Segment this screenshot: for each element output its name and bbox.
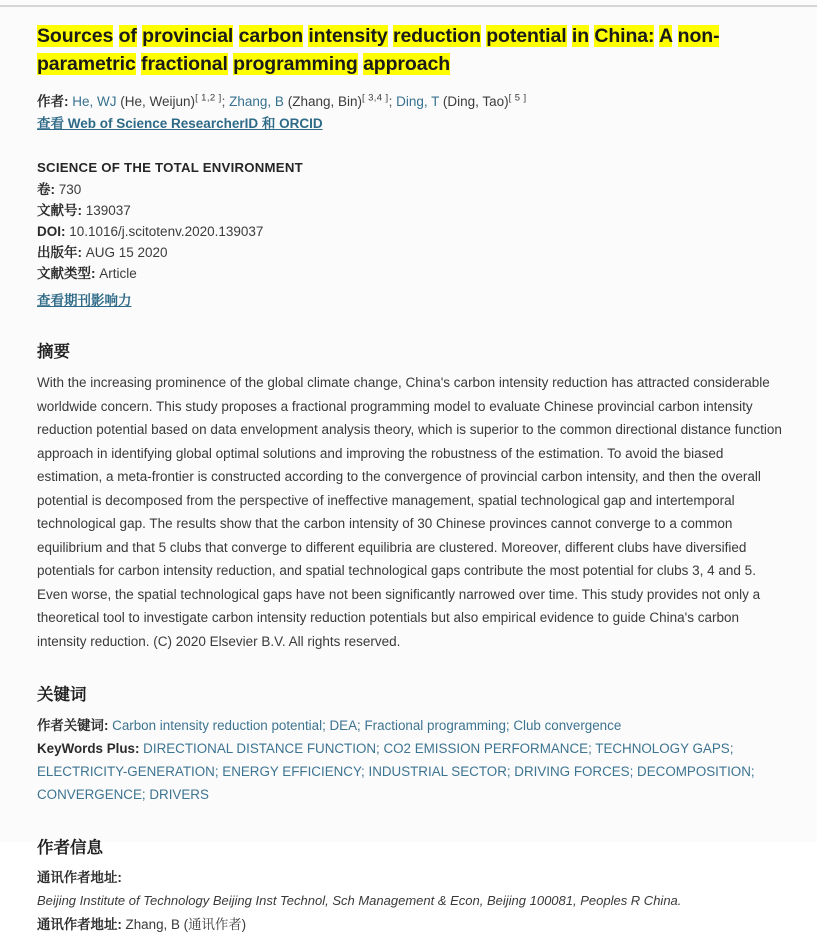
source-field-row (37, 222, 787, 242)
journal-title: SCIENCE OF THE TOTAL ENVIRONMENT (37, 160, 303, 175)
keywords-plus-values[interactable]: DIRECTIONAL DISTANCE FUNCTION; CO2 EMISSION PERFORMANCE; TECHNOLOGY GAPS; ELECTRICITY-GENERATION; ENERGY EFFICIENCY; INDUSTRIAL SECTOR; DRIVING FORCES; DECOMPOSITION; CONVERGENCE; DRIVERS (37, 741, 755, 802)
source-field-key: 文献号: (37, 203, 82, 218)
source-fields (37, 180, 787, 284)
keywords-heading: 关键词 (37, 686, 87, 704)
source-field-value: AUG 15 2020 (82, 245, 168, 260)
source-field-value: 139037 (82, 203, 131, 218)
source-field-row (37, 201, 787, 221)
keywords-plus-label: KeyWords Plus: (37, 741, 140, 756)
title-word: carbon (238, 25, 304, 47)
author-affiliation-marker: [ 3,4 ] (362, 92, 389, 104)
author-full-name: (He, Weijun) (116, 94, 196, 109)
reprint-author-row (37, 914, 787, 936)
source-field-key: 出版年: (37, 245, 82, 260)
corresponding-address-value: Beijing Institute of Technology Beijing Inst Technol, Sch Management & Econ, Beijing 100081, Peoples R China. (37, 893, 682, 908)
author-link[interactable]: He, WJ (72, 94, 117, 109)
author-affiliation-marker: [ 5 ] (508, 92, 527, 104)
source-field-key: DOI: (37, 224, 66, 239)
title-word: in (571, 25, 590, 47)
title-word: A (659, 25, 673, 47)
source-field-row (37, 264, 787, 284)
record-content (0, 7, 817, 932)
researcher-link-prefix: 查看 (37, 116, 64, 131)
title-word: potential (486, 25, 567, 47)
author-separator: ; (388, 94, 397, 109)
abstract-text: With the increasing prominence of the global climate change, China's carbon intensity reduction has attracted considerable worldwide concern. This study proposes a fractional programming model to evaluate Chinese provincial carbon intensity reduction potential based on data envelopment analysis theory, which is superior to the common directional distance function approach in identifying global optimal solutions and improving the robustness of the estimation. To avoid the biased estimation, a meta-frontier is constructed according to the convergence of provincial carbon intensity, and then the overall potential is decomposed from the perspective of ineffective management, spatial technological gap and intertemporal technological gap. The results show that the carbon intensity of 30 Chinese provinces cannot converge to a common equilibrium and that 5 clubs that converge to different equilibria are clustered. Moreover, different clubs have diversified potentials for carbon intensity reduction, and spatial technological gaps contribute the most potential for clubs 3, 4 and 5. Even worse, the spatial technological gaps have not been significantly narrowed over time. This study provides not only a theoretical tool to investigate carbon intensity reduction potentials but also empirical evidence to guide China's carbon intensity reduction. (C) 2020 Elsevier B.V. All rights reserved. (37, 375, 782, 649)
source-field-key: 卷: (37, 182, 55, 197)
researcher-link-rest: Web of Science ResearcherID 和 ORCID (64, 116, 323, 131)
source-field-key: 文献类型: (37, 266, 96, 281)
author-link[interactable]: Ding, T (396, 94, 440, 109)
title-word: China: (594, 25, 655, 47)
title-word: fractional (141, 53, 228, 75)
source-block (37, 160, 787, 310)
title-word: programming (233, 53, 358, 75)
keywords-plus-row (37, 737, 782, 806)
authors-line (37, 92, 787, 112)
reprint-author-label: 通讯作者地址: (37, 917, 122, 932)
author-full-name: (Zhang, Bin) (283, 94, 362, 109)
source-field-row (37, 243, 787, 263)
source-field-value: 10.1016/j.scitotenv.2020.139037 (65, 224, 264, 239)
page-title (37, 22, 737, 78)
title-word: reduction (392, 25, 481, 47)
author-link[interactable]: Zhang, B (229, 94, 284, 109)
source-field-row (37, 180, 787, 200)
reprint-author-value: Zhang, B (通讯作者) (125, 917, 247, 932)
abstract-heading: 摘要 (37, 343, 70, 361)
corresponding-address-label: 通讯作者地址: (37, 870, 122, 885)
author-info-heading: 作者信息 (37, 839, 103, 857)
authors-list (72, 94, 526, 109)
author-affiliation-marker: [ 1,2 ] (195, 92, 222, 104)
author-full-name: (Ding, Tao) (439, 94, 509, 109)
source-field-value: 730 (55, 182, 82, 197)
title-word: provincial (142, 25, 234, 47)
author-keywords-row (37, 714, 782, 737)
author-separator: ; (221, 94, 230, 109)
source-field-value: Article (95, 266, 137, 281)
journal-impact-link[interactable]: 查看期刊影响力 (37, 293, 132, 308)
view-researcherid-orcid-link[interactable] (37, 114, 323, 134)
title-word: non-parametric (37, 25, 720, 75)
author-keywords-values[interactable]: Carbon intensity reduction potential; DEA; Fractional programming; Club convergence (112, 718, 622, 733)
title-word: Sources (37, 25, 114, 47)
author-keywords-label: 作者关键词: (37, 718, 109, 733)
title-word: approach (363, 53, 451, 75)
authors-label: 作者: (37, 94, 69, 109)
title-word: intensity (308, 25, 388, 47)
title-word: of (118, 25, 137, 47)
